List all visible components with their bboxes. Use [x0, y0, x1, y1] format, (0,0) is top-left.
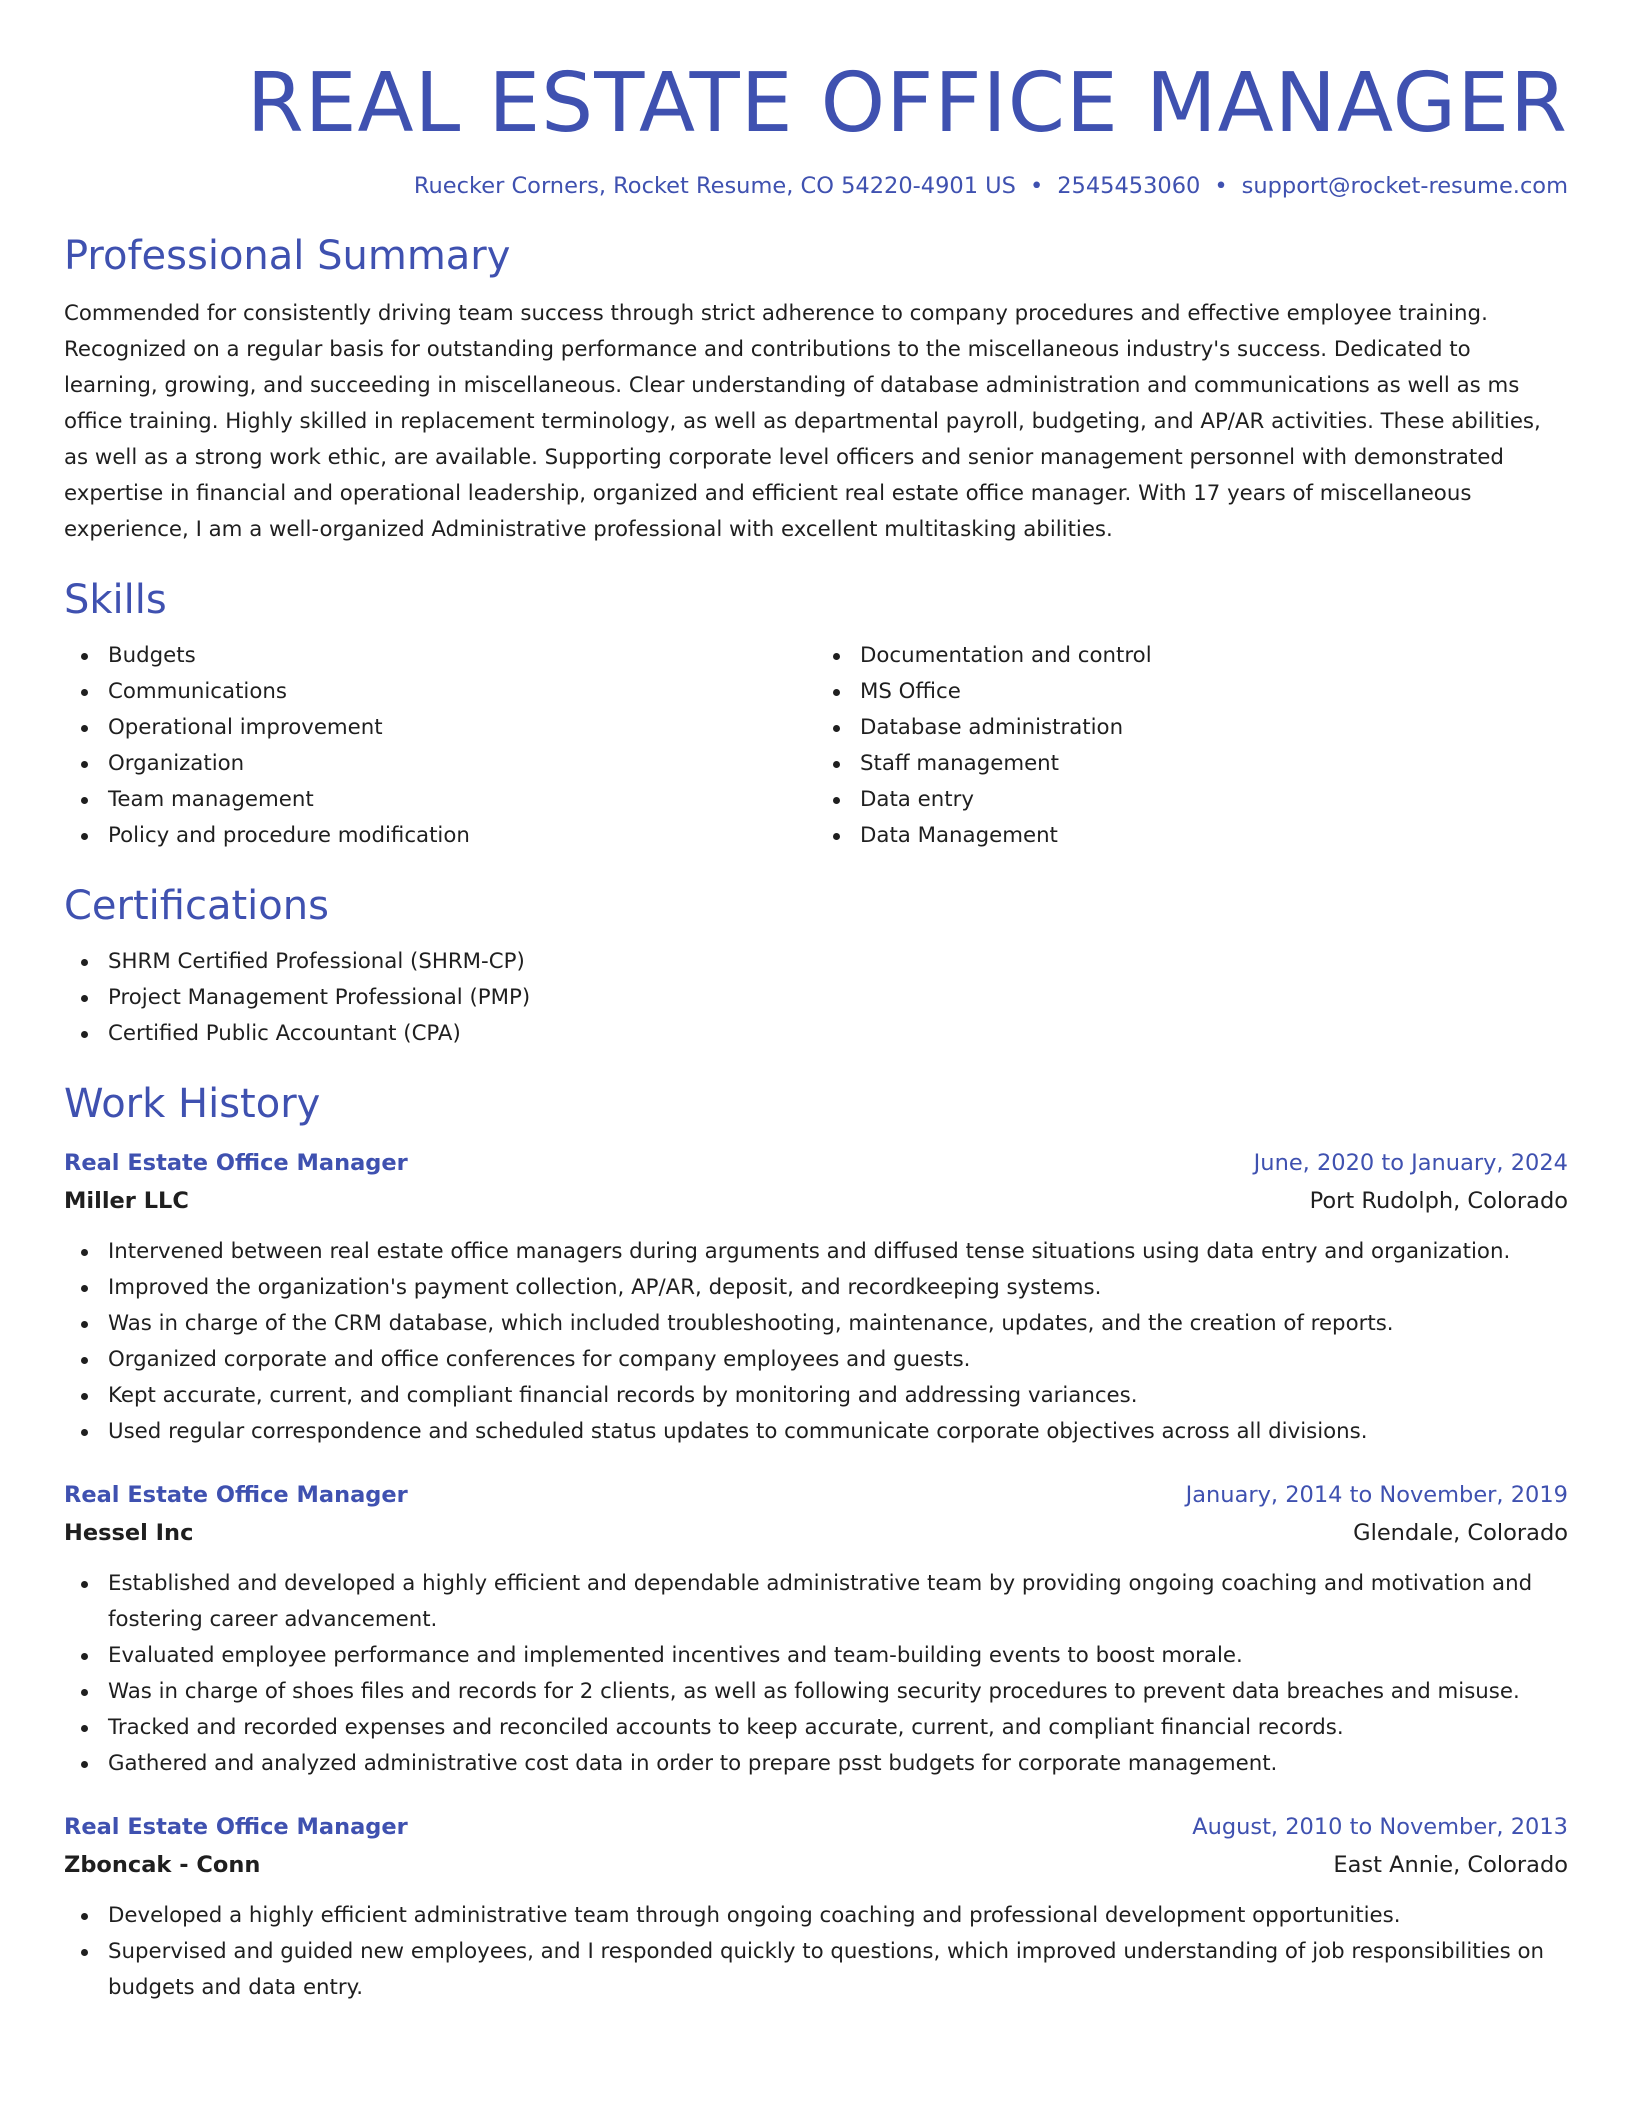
- certification-label: SHRM Certified Professional (SHRM-CP): [108, 949, 525, 974]
- job-bullet-text: Established and developed a highly efficient and dependable administrative team by providing ongoing coaching and motivation and fostering career advancement.: [108, 1571, 1533, 1632]
- job-bullet-text: Improved the organization's payment collection, AP/AR, deposit, and recordkeeping systems.: [108, 1275, 1102, 1300]
- job-title: Real Estate Office Manager: [64, 1482, 408, 1508]
- job-title: Real Estate Office Manager: [64, 1814, 408, 1840]
- skill-label: Data Management: [860, 823, 1058, 848]
- job-location: East Annie, Colorado: [1333, 1852, 1568, 1878]
- certification-item: [108, 1016, 1568, 1052]
- job-bullets: [64, 1566, 1568, 1782]
- job-bullet-text: Supervised and guided new employees, and I responded quickly to questions, which improved understanding of job responsibilities on budgets and data entry.: [108, 1939, 1545, 2000]
- job-bullets: [64, 1898, 1568, 2006]
- job-bullet-text: Intervened between real estate office managers during arguments and diffused tense situations using data entry and organization.: [108, 1239, 1511, 1264]
- job-bullet: [108, 1306, 1568, 1342]
- skill-item: [108, 746, 816, 782]
- certification-item: [108, 980, 1568, 1016]
- job-bullet: [108, 1270, 1568, 1306]
- skill-item: [860, 710, 1568, 746]
- skill-label: Organization: [108, 751, 245, 776]
- job-bullet: [108, 1566, 1568, 1638]
- skill-label: Operational improvement: [108, 715, 383, 740]
- skill-label: Staff management: [860, 751, 1060, 776]
- job-bullet: [108, 1414, 1568, 1450]
- job-title: Real Estate Office Manager: [64, 1150, 408, 1176]
- skill-label: Communications: [108, 679, 287, 704]
- job-bullet-text: Gathered and analyzed administrative cost data in order to prepare psst budgets for corporate management.: [108, 1751, 1278, 1776]
- section-title-skills: Skills: [64, 577, 167, 623]
- job-dates: January, 2014 to November, 2019: [1185, 1482, 1568, 1508]
- bullet-icon: [833, 761, 840, 768]
- bullet-icon: [81, 1689, 88, 1696]
- skill-item: [108, 638, 816, 674]
- skill-item: [108, 674, 816, 710]
- skill-label: Data entry: [860, 787, 974, 812]
- job-bullets: [64, 1234, 1568, 1450]
- contact-separator: •: [1214, 173, 1228, 199]
- bullet-icon: [81, 653, 88, 660]
- bullet-icon: [81, 1913, 88, 1920]
- bullet-icon: [81, 689, 88, 696]
- job-bullet-text: Used regular correspondence and scheduled status updates to communicate corporate objectives across all divisions.: [108, 1419, 1368, 1444]
- job-bullet-text: Tracked and recorded expenses and reconciled accounts to keep accurate, current, and compliant financial records.: [108, 1715, 1344, 1740]
- job-bullet: [108, 1638, 1568, 1674]
- job-entry: [64, 1476, 1568, 1782]
- job-dates: August, 2010 to November, 2013: [1192, 1814, 1568, 1840]
- resume-page: [64, 0, 1568, 2006]
- skill-item: [860, 746, 1568, 782]
- certification-label: Project Management Professional (PMP): [108, 985, 531, 1010]
- bullet-icon: [81, 1949, 88, 1956]
- skill-item: [108, 710, 816, 746]
- job-header-row: [64, 1808, 1568, 1846]
- bullet-icon: [81, 761, 88, 768]
- skills-grid: [64, 638, 1568, 854]
- bullet-icon: [81, 797, 88, 804]
- job-bullet-text: Was in charge of shoes files and records for 2 clients, as well as following security procedures to prevent data breaches and misuse.: [108, 1679, 1520, 1704]
- job-company-row: [64, 1514, 1568, 1552]
- summary-text: Commended for consistently driving team success through strict adherence to company procedures and effective employee training. Recognized on a regular basis for outstanding performance and contributions to the miscellaneous industry's success. Dedicated to learning, growing, and succeeding in miscellaneous. Clear understanding of database administration and communications as well as ms office training. Highly skilled in replacement terminology, as well as departmental payroll, budgeting, and AP/AR activities. These abilities, as well as a strong work ethic, are available. Supporting corporate level officers and senior management personnel with demonstrated expertise in financial and operational leadership, organized and efficient real estate office manager. With 17 years of miscellaneous experience, I am a well-organized Administrative professional with excellent multitasking abilities.: [64, 301, 1541, 542]
- skills-list-left: [64, 638, 816, 854]
- skill-item: [860, 674, 1568, 710]
- bullet-icon: [81, 1321, 88, 1328]
- resume-name: REAL ESTATE OFFICE MANAGER: [246, 56, 1568, 151]
- job-bullet: [108, 1746, 1568, 1782]
- bullet-icon: [81, 725, 88, 732]
- certification-label: Certified Public Accountant (CPA): [108, 1021, 461, 1046]
- job-header-row: [64, 1476, 1568, 1514]
- bullet-icon: [833, 797, 840, 804]
- section-title-work-history: Work History: [64, 1081, 321, 1127]
- job-company: Zboncak - Conn: [64, 1852, 261, 1878]
- job-company: Hessel Inc: [64, 1520, 194, 1546]
- bullet-icon: [81, 1581, 88, 1588]
- certifications-list: [64, 944, 1568, 1052]
- job-bullet-text: Kept accurate, current, and compliant financial records by monitoring and addressing variances.: [108, 1383, 1138, 1408]
- job-bullet-text: Organized corporate and office conferences for company employees and guests.: [108, 1347, 971, 1372]
- bullet-icon: [833, 833, 840, 840]
- bullet-icon: [81, 1429, 88, 1436]
- skill-label: Database administration: [860, 715, 1124, 740]
- job-bullet-text: Evaluated employee performance and implemented incentives and team-building events to boost morale.: [108, 1643, 1243, 1668]
- job-bullet: [108, 1710, 1568, 1746]
- bullet-icon: [81, 995, 88, 1002]
- job-location: Glendale, Colorado: [1353, 1520, 1568, 1546]
- contact-address: Ruecker Corners, Rocket Resume, CO 54220-4901 US: [413, 173, 1016, 199]
- bullet-icon: [833, 689, 840, 696]
- skill-item: [860, 782, 1568, 818]
- bullet-icon: [833, 725, 840, 732]
- job-company-row: [64, 1846, 1568, 1884]
- skill-item: [108, 782, 816, 818]
- job-bullet-text: Was in charge of the CRM database, which included troubleshooting, maintenance, updates, and the creation of reports.: [108, 1311, 1394, 1336]
- bullet-icon: [81, 833, 88, 840]
- job-bullet: [108, 1234, 1568, 1270]
- contact-line: [64, 170, 1568, 202]
- bullet-icon: [81, 1761, 88, 1768]
- skill-item: [860, 818, 1568, 854]
- certification-item: [108, 944, 1568, 980]
- job-bullet: [108, 1934, 1568, 2006]
- job-entry: [64, 1144, 1568, 1450]
- job-bullet: [108, 1674, 1568, 1710]
- job-bullet: [108, 1898, 1568, 1934]
- skill-label: Team management: [108, 787, 314, 812]
- section-title-certifications: Certifications: [64, 883, 329, 929]
- section-title-summary: Professional Summary: [64, 233, 511, 279]
- contact-phone: 2545453060: [1057, 173, 1201, 199]
- job-company: Miller LLC: [64, 1188, 189, 1214]
- job-entry: [64, 1808, 1568, 2006]
- skill-label: Policy and procedure modification: [108, 823, 470, 848]
- bullet-icon: [81, 1653, 88, 1660]
- job-company-row: [64, 1182, 1568, 1220]
- bullet-icon: [81, 1031, 88, 1038]
- job-bullet-text: Developed a highly efficient administrative team through ongoing coaching and professional development opportunities.: [108, 1903, 1401, 1928]
- job-bullet: [108, 1378, 1568, 1414]
- skill-label: Budgets: [108, 643, 196, 668]
- contact-separator: •: [1029, 173, 1044, 199]
- skills-list-right: [816, 638, 1568, 854]
- bullet-icon: [81, 1285, 88, 1292]
- bullet-icon: [81, 1357, 88, 1364]
- bullet-icon: [81, 1393, 88, 1400]
- bullet-icon: [81, 959, 88, 966]
- bullet-icon: [81, 1249, 88, 1256]
- job-dates: June, 2020 to January, 2024: [1253, 1150, 1568, 1176]
- bullet-icon: [833, 653, 840, 660]
- bullet-icon: [81, 1725, 88, 1732]
- job-bullet: [108, 1342, 1568, 1378]
- contact-email[interactable]: support@rocket-resume.com: [1241, 173, 1568, 199]
- skill-item: [860, 638, 1568, 674]
- job-header-row: [64, 1144, 1568, 1182]
- skill-label: MS Office: [860, 679, 961, 704]
- job-location: Port Rudolph, Colorado: [1309, 1188, 1568, 1214]
- skill-label: Documentation and control: [860, 643, 1152, 668]
- skill-item: [108, 818, 816, 854]
